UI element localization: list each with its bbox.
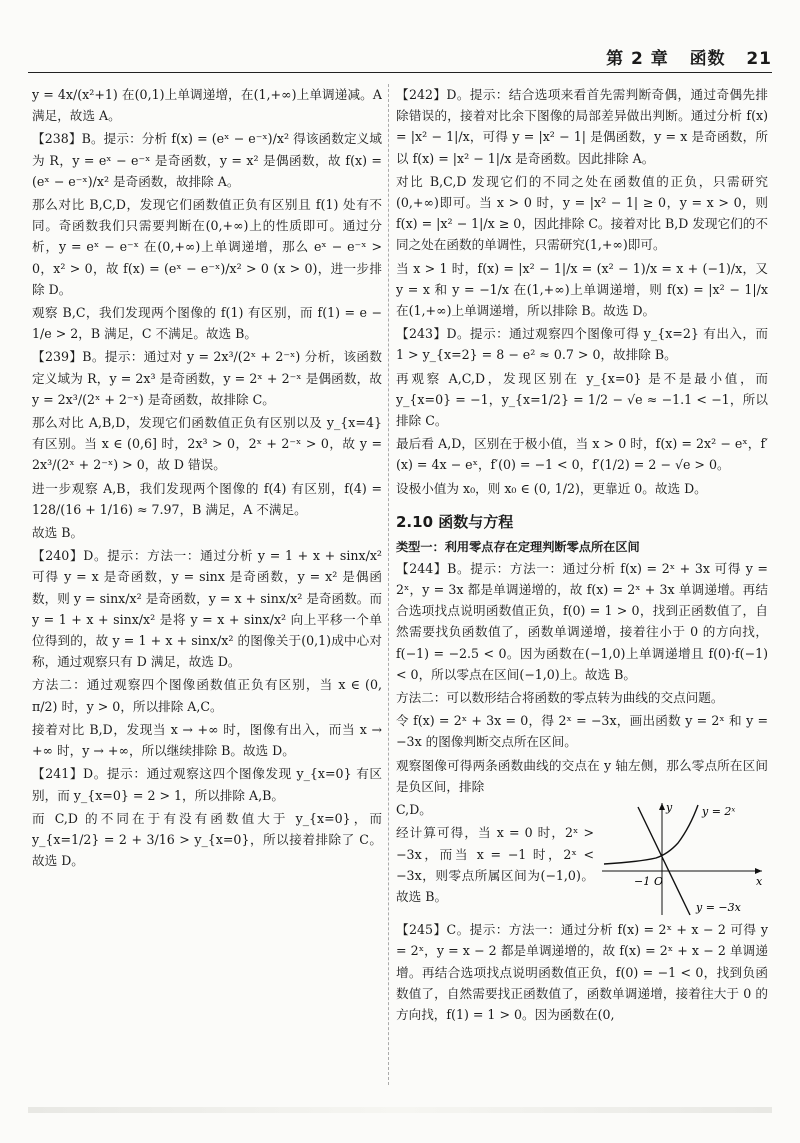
paragraph: 【242】D。提示：结合选项来看首先需判断奇偶，通过奇偶先排除错误的，接着对比余下图像的局部差异做出判断。通过分析 f(x) = |x² − 1|/x，可得 y = |x² − 1| 是偶函数，y = x 是奇函数，所以 f(x) = |x² − 1|/x 是奇函数。因此排除 A。 bbox=[396, 87, 768, 166]
paragraph: 观察 B,C，我们发现两个图像的 f(1) 有区别，而 f(1) = e − 1/e > 2，B 满足，C 不满足。故选 B。 bbox=[32, 305, 382, 342]
neg-one-label: −1 bbox=[634, 875, 651, 889]
section-subheading: 类型一：利用零点存在定理判断零点所在区间 bbox=[396, 539, 640, 554]
y-axis-label: y bbox=[666, 801, 673, 815]
paragraph: 方法二：可以数形结合将函数的零点转为曲线的交点问题。 bbox=[396, 690, 724, 706]
paragraph: y = 4x/(x²+1) 在(0,1)上单调递增，在(1,+∞)上单调递减。A 满足，故选 A。 bbox=[32, 87, 382, 124]
paragraph: 那么对比 B,C,D，发现它们函数值正负有区别且 f(1) 处有不同。奇函数我们只需要判断在(0,+∞)上的性质即可。通过分析，y = eˣ − e⁻ˣ 在(0,+∞)上单调递增，那么 eˣ − e⁻ˣ > 0，x² > 0，故 f(x) = (eˣ − e⁻ˣ)/x² > 0 (x > 0)，进一步排除 D。 bbox=[32, 197, 382, 297]
paragraph: 【241】D。提示：通过观察这四个图像发现 y_{x=0} 有区别，而 y_{x=0} = 2 > 1，所以排除 A,B。 bbox=[32, 766, 382, 803]
paragraph: 接着对比 B,D，发现当 x → +∞ 时，图像有出入，而当 x → +∞ 时，y → +∞，所以继续排除 B。故选 D。 bbox=[32, 721, 382, 759]
function-graph bbox=[598, 799, 768, 919]
paragraph: 【244】B。提示：方法一：通过分析 f(x) = 2ˣ + 3x 可得 y = 2ˣ，y = 3x 都是单调递增的，故 f(x) = 2ˣ + 3x 单调递增。再结合选项找点说明函数值正负，f(0) = 1 > 0，找到正函数值了，自然需要找负函数值了，函数单调递增，接着往小于 0 的方向找，f(−1) = −2.5 < 0。因为函数在(−1,0)上单调递增且 f(0)·f(−1) < 0，所以零点在区间(−1,0)上。故选 B。 bbox=[396, 560, 768, 682]
linear-label: y = −3x bbox=[696, 901, 741, 915]
paragraph: 进一步观察 A,B，我们发现两个图像的 f(4) 有区别，f(4) = 128/(16 + 1/16) ≈ 7.97，B 满足，A 不满足。 bbox=[32, 480, 382, 517]
chapter-title: 函数 bbox=[689, 49, 726, 69]
paragraph: 经计算可得，当 x = 0 时，2ˣ > −3x，而当 x = −1 时，2ˣ < −3x，则零点所属区间为(−1,0)。故选 B。 bbox=[396, 825, 594, 904]
paragraph: 那么对比 A,B,D，发现它们函数值正负有区别以及 y_{x=4} 有区别。当 x ∈ (0,6] 时，2x³ > 0，2ˣ + 2⁻ˣ > 0，故 y = 2x³/(2ˣ + 2⁻ˣ) > 0，故 D 错误。 bbox=[32, 415, 382, 473]
paragraph: 而 C,D 的不同在于有没有函数值大于 y_{x=0}，而 y_{x=1/2} = 2 + 3/16 > y_{x=0}，所以接着排除了 C。故选 D。 bbox=[32, 810, 382, 869]
chapter-label: 第 2 章 bbox=[606, 49, 669, 69]
figure-block bbox=[396, 799, 768, 919]
origin-label: O bbox=[654, 875, 664, 889]
figure-side-text bbox=[396, 799, 594, 909]
x-axis-label: x bbox=[756, 875, 763, 889]
paragraph: 对比 B,C,D 发现它们的不同之处在函数值的正负，只需研究(0,+∞)即可。当 x > 0 时，y = |x² − 1| ≥ 0，y = x > 0，则 f(x) = |x² − 1|/x ≥ 0，因此排除 C。接着对比 B,D 发现它们的不同之处在函数的单调性，只需研究(1,+∞)即可。 bbox=[396, 173, 768, 253]
column-divider bbox=[388, 84, 389, 1085]
paragraph: 当 x > 1 时，f(x) = |x² − 1|/x = (x² − 1)/x = x + (−1)/x，又 y = x 和 y = −1/x 在(1,+∞)上单调递增，则 f(x) = |x² − 1|/x 在(1,+∞)上单调递增，所以排除 B。故选 D。 bbox=[396, 260, 768, 319]
paragraph: 【239】B。提示：通过对 y = 2x³/(2ˣ + 2⁻ˣ) 分析，该函数定义域为 R，y = 2x³ 是奇函数，y = 2ˣ + 2⁻ˣ 是偶函数，故 y = 2x³/(2ˣ + 2⁻ˣ) 是奇函数，故排除 C。 bbox=[32, 349, 382, 407]
right-column bbox=[396, 84, 768, 1085]
section-heading: 2.10 函数与方程 bbox=[396, 512, 514, 531]
y-axis-arrow bbox=[659, 803, 665, 810]
paragraph: 【245】C。提示：方法一：通过分析 f(x) = 2ˣ + x − 2 可得 y = 2ˣ，y = x − 2 都是单调递增的，故 f(x) = 2ˣ + x − 2 单调递增。再结合选项找点说明函数值正负，f(0) = −1 < 0，找到负函数值了，自然需要找正函数值了，函数单调递增，接着往大于 0 的方向找，f(1) = 1 > 0。因为函数在(0, bbox=[396, 922, 768, 1022]
paragraph: 观察图像可得两条函数曲线的交点在 y 轴左侧，那么零点所在区间是负区间，排除 bbox=[396, 757, 768, 794]
paragraph: 方法二：通过观察四个图像函数值正负有区别，当 x ∈ (0, π/2) 时，y > 0，所以排除 A,C。 bbox=[32, 677, 382, 714]
header-rule bbox=[28, 72, 772, 73]
page-header bbox=[606, 44, 772, 69]
exp-label: y = 2ˣ bbox=[702, 805, 736, 819]
paragraph: 【238】B。提示：分析 f(x) = (eˣ − e⁻ˣ)/x² 得该函数定义域为 R，y = eˣ − e⁻ˣ 是奇函数，y = x² 是偶函数，故 f(x) = (eˣ − e⁻ˣ)/x² 是奇函数，故排除 A。 bbox=[32, 131, 382, 189]
paragraph: C,D。 bbox=[396, 802, 432, 818]
paragraph: 【243】D。提示：通过观察四个图像可得 y_{x=2} 有出入，而 1 > y_{x=2} = 8 − e² ≈ 0.7 > 0，故排除 B。 bbox=[396, 326, 768, 363]
paragraph: 再观察 A,C,D，发现区别在 y_{x=0} 是不是最小值，而 y_{x=0} = −1，y_{x=1/2} = 1/2 − √e ≈ −1.1 < −1，所以排除 C。 bbox=[396, 370, 768, 429]
x-axis-arrow bbox=[755, 868, 762, 874]
paragraph: 令 f(x) = 2ˣ + 3x = 0，得 2ˣ = −3x，画出函数 y = 2ˣ 和 y = −3x 的图像判断交点所在区间。 bbox=[396, 713, 768, 750]
linear-line bbox=[638, 807, 690, 915]
paragraph: 最后看 A,D，区别在于极小值，当 x > 0 时，f(x) = 2x² − eˣ，f′(x) = 4x − eˣ，f′(0) = −1 < 0，f′(1/2) = 2 − √e > 0。 bbox=[396, 436, 768, 473]
left-column bbox=[32, 84, 382, 1085]
paragraph: 【240】D。提示：方法一：通过分析 y = 1 + x + sinx/x² 可得 y = x 是奇函数，y = sinx 是奇函数，y = x² 是偶函数，则 y = sinx/x² 是奇函数，y = x + sinx/x² 是奇函数。而 y = 1 + x + sinx/x² 是将 y = x + sinx/x² 向上平移一个单位得到的，故 y = 1 + x + sinx/x² 的图像关于(0,1)成中心对称，通过观察只有 D 满足，故选 D。 bbox=[32, 548, 382, 670]
paragraph: 故选 B。 bbox=[32, 525, 84, 541]
paragraph: 设极小值为 x₀，则 x₀ ∈ (0, 1/2)，更靠近 0。故选 D。 bbox=[396, 480, 707, 496]
page-number: 21 bbox=[746, 49, 772, 69]
page-footer-edge bbox=[28, 1107, 772, 1113]
